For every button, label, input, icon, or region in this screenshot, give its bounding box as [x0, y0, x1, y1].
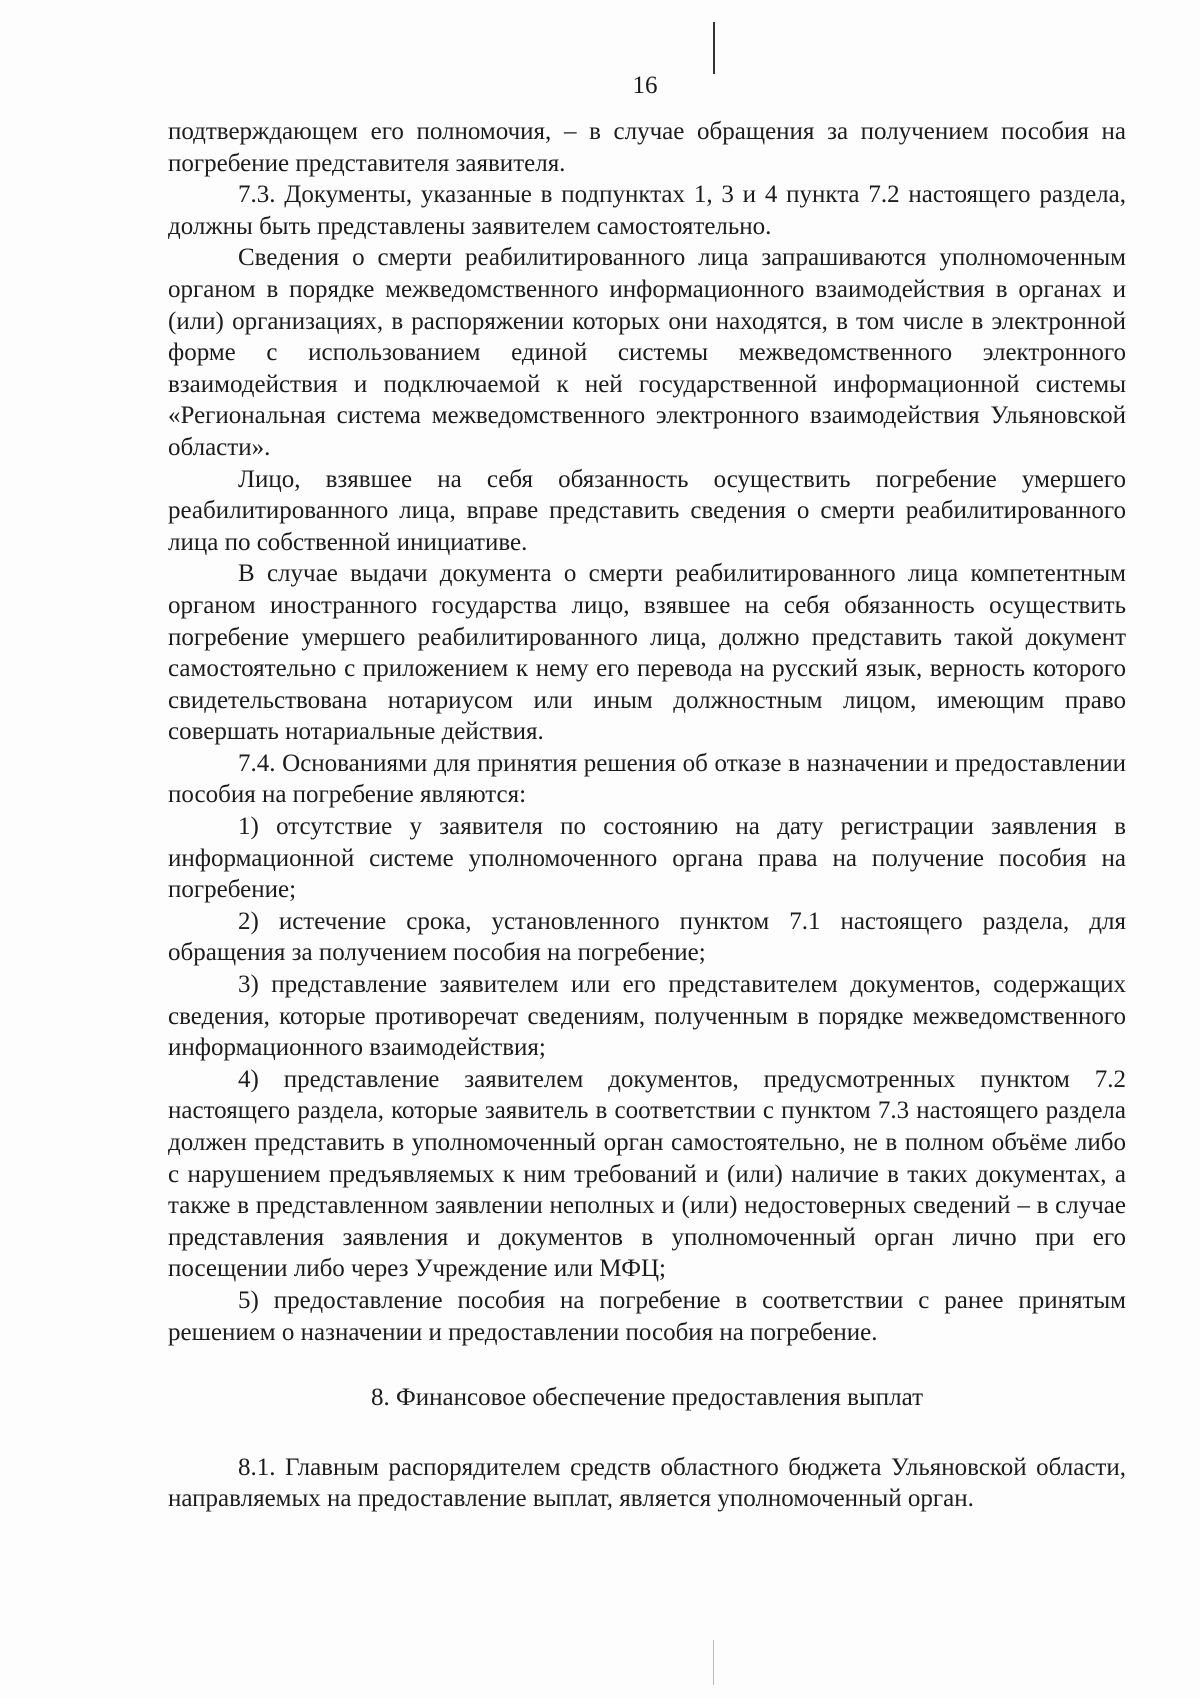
document-body [168, 116, 1126, 1515]
page-number: 16 [632, 72, 658, 99]
paragraph: 2) истечение срока, установленного пунктом 7.1 настоящего раздела, для обращения за получением пособия на погребение; [168, 907, 1126, 967]
paragraph: Сведения о смерти реабилитированного лица запрашиваются уполномоченным органом в порядке межведомственного информационного взаимодействия в органах и (или) организациях, в распоряжении которых они находятся, в том числе в электронной форме с использованием единой системы межведомственного электронного взаимодействия и подключаемой к ней государственной информационной системы «Региональная система межведомственного электронного взаимодействия Ульяновской области». [168, 244, 1126, 461]
paragraph: подтверждающем его полномочия, – в случае обращения за получением пособия на погребение представителя заявителя. [168, 118, 1126, 177]
paragraph: 4) представление заявителем документов, предусмотренных пунктом 7.2 настоящего раздела, которые заявитель в соответствии с пунктом 7.3 настоящего раздела должен представить в уполномоченный орган самостоятельно, не в полном объёме либо с нарушением предъявляемых к ним требований и (или) наличие в таких документах, а также в представленном заявлении неполных и (или) недостоверных сведений – в случае представления заявления и документов в уполномоченный орган лично при его посещении либо через Учреждение или МФЦ; [168, 1065, 1126, 1283]
paragraph: 1) отсутствие у заявителя по состоянию на дату регистрации заявления в информационной системе уполномоченного органа права на получение пособия на погребение; [168, 813, 1126, 904]
scan-artifact-line-bottom [713, 1640, 714, 1685]
paragraph: Лицо, взявшее на себя обязанность осуществить погребение умершего реабилитированного лица, вправе представить сведения о смерти реабилитированного лица по собственной инициативе. [168, 465, 1126, 556]
paragraphs-after-heading [168, 1452, 1126, 1515]
paragraph: 7.4. Основаниями для принятия решения об отказе в назначении и предоставлении пособия на погребение являются: [168, 749, 1126, 809]
scan-artifact-line [713, 22, 715, 74]
paragraph: 3) представление заявителем или его представителем документов, содержащих сведения, которые противоречат сведениям, полученным в порядке межведомственного информационного взаимодействия; [168, 971, 1126, 1062]
paragraph: 5) предоставление пособия на погребение в соответствии с ранее принятым решением о назначении и предоставлении пособия на погребение. [168, 1286, 1126, 1346]
paragraph: 8.1. Главным распорядителем средств областного бюджета Ульяновской области, направляемых на предоставление выплат, является уполномоченный орган. [168, 1453, 1126, 1513]
paragraph: В случае выдачи документа о смерти реабилитированного лица компетентным органом иностранного государства лицо, взявшее на себя обязанность осуществить погребение умершего реабилитированного лица, должно представить такой документ самостоятельно с приложением к нему его перевода на русский язык, верность которого свидетельствована нотариусом или иным должностным лицом, имеющим право совершать нотариальные действия. [168, 560, 1126, 746]
paragraphs-before-heading [168, 116, 1126, 1348]
section-heading: 8. Финансовое обеспечение предоставления выплат [371, 1384, 923, 1412]
paragraph: 7.3. Документы, указанные в подпунктах 1, 3 и 4 пункта 7.2 настоящего раздела, должны быть представлены заявителем самостоятельно. [168, 181, 1126, 240]
